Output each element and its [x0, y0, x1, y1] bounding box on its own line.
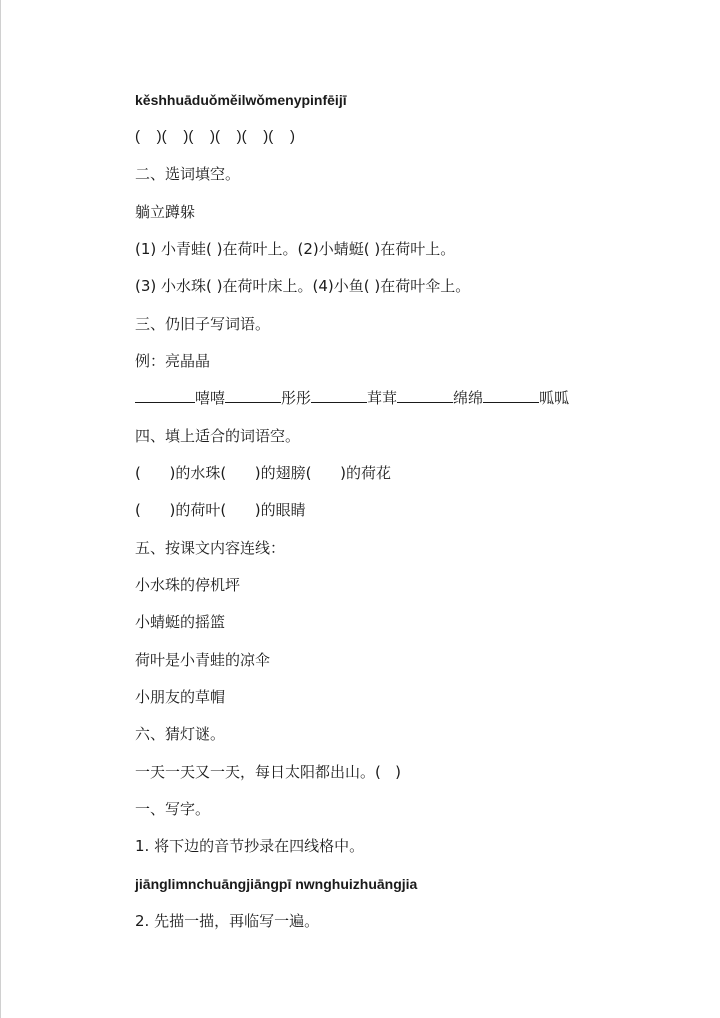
fill-line-1: (1) 小青蛙( )在荷叶上。(2)小蜻蜓( )在荷叶上。 [135, 240, 456, 258]
blank-underline [311, 388, 367, 403]
blank-underline [225, 388, 281, 403]
match-item-2: 小蜻蜓的摇篮 [135, 613, 226, 631]
riddle-line: 一天一天又一天，每日太阳都出山。( ) [135, 763, 402, 781]
blank-underline [483, 388, 539, 403]
word-item: 茸茸 [367, 389, 398, 407]
blanks-line-1: ( )( )( )( )( )( ) [135, 128, 295, 145]
word-item: 嘻嘻 [195, 389, 226, 407]
section-1-heading: 一、写字。 [135, 800, 211, 818]
phrase-fill-line-1: ( )的水珠( )的翅膀( )的荷花 [135, 464, 391, 482]
match-item-3: 荷叶是小青蛙的凉伞 [135, 651, 271, 669]
word-choices: 躺立蹲躲 [135, 203, 196, 221]
word-item: 呱呱 [539, 389, 570, 407]
section-2-heading: 二、选词填空。 [135, 165, 241, 183]
match-item-1: 小水珠的停机坪 [135, 576, 241, 594]
word-item: 彤彤 [281, 389, 312, 407]
section-4-heading: 四、填上适合的词语空。 [135, 427, 301, 445]
fill-line-2: (3) 小水珠( )在荷叶床上。(4)小鱼( )在荷叶伞上。 [135, 277, 471, 295]
instruction-2: 2. 先描一描，再临写一遍。 [135, 912, 320, 930]
section-5-heading: 五、按课文内容连线： [135, 539, 286, 557]
section-6-heading: 六、猜灯谜。 [135, 725, 226, 743]
word-blanks-line [135, 388, 569, 408]
instruction-1: 1. 将下边的音节抄录在四线格中。 [135, 837, 365, 855]
example-line: 例：亮晶晶 [135, 352, 211, 370]
phrase-fill-line-2: ( )的荷叶( )的眼睛 [135, 501, 306, 519]
blank-underline [397, 388, 453, 403]
pinyin-line-2: jiānglimnchuāngjiāngpī nwnghuizhuāngjia [135, 876, 418, 892]
word-item: 绵绵 [453, 389, 484, 407]
match-item-4: 小朋友的草帽 [135, 688, 226, 706]
blank-underline [135, 388, 195, 403]
pinyin-line-1: kěshhuāduǒměilwǒmenypinfēijī [135, 92, 347, 108]
section-3-heading: 三、仍旧子写词语。 [135, 315, 271, 333]
